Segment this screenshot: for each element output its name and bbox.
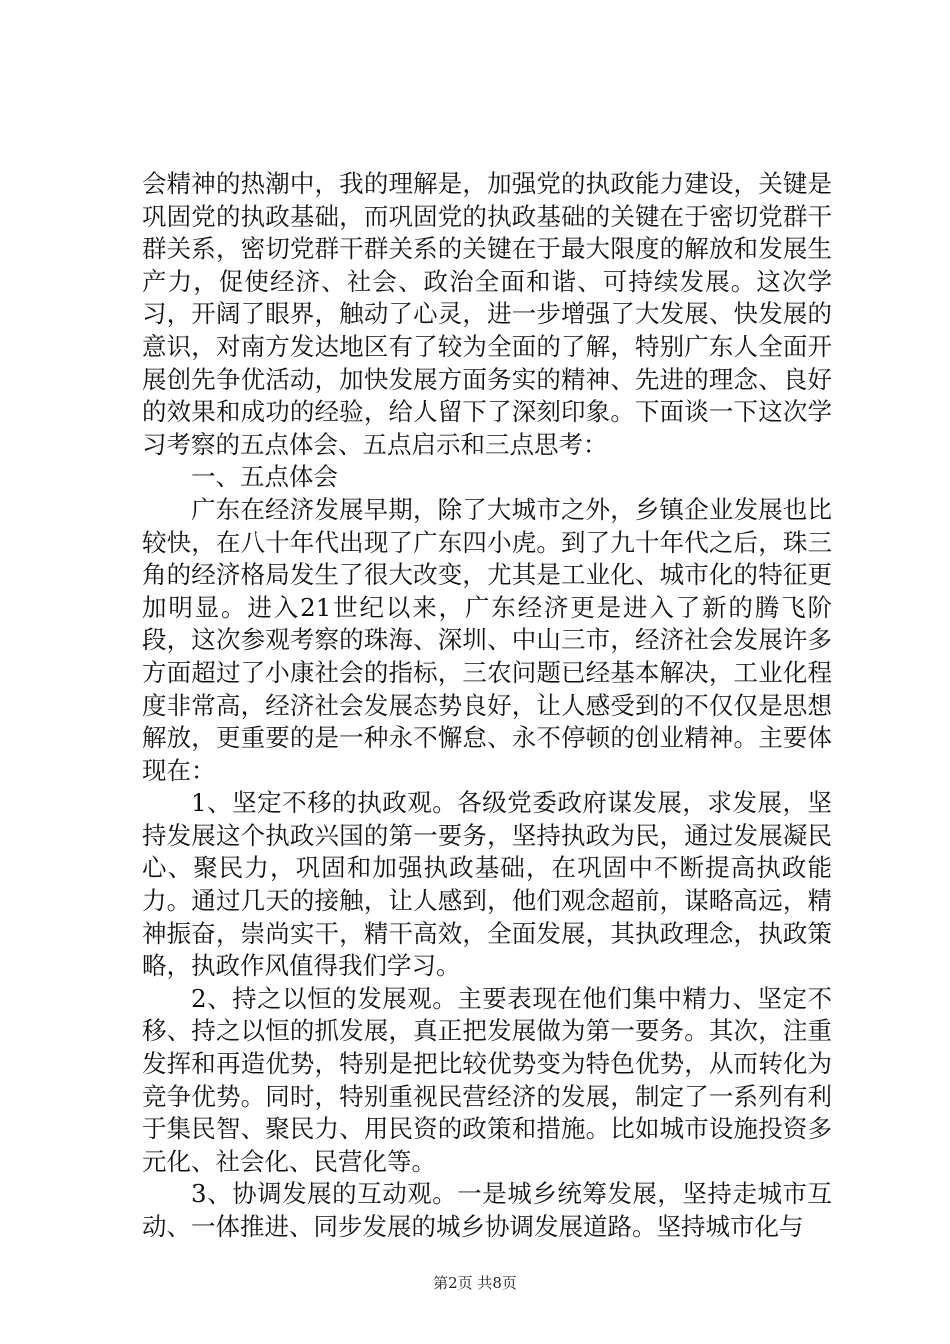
paragraph-point-1: 1、坚定不移的执政观。各级党委政府谋发展，求发展，坚持发展这个执政兴国的第一要务，坚持执政为民，通过发展凝民心、聚民力，巩固和加强执政基础，在巩固中不断提高执政能力。通过几天的接触，让人感到，他们观念超前，谋略高远，精神振奋，崇尚实干，精干高效，全面发展，其执政理念，执政策略，执政作风值得我们学习。 bbox=[142, 788, 832, 981]
page-footer: 第2页 共8页 bbox=[433, 1274, 517, 1292]
section-heading-five-experiences: 一、五点体会 bbox=[191, 462, 338, 492]
document-body bbox=[142, 168, 832, 1244]
paragraph-point-2: 2、持之以恒的发展观。主要表现在他们集中精力、坚定不移、持之以恒的抓发展，真正把发展做为第一要务。其次，注重发挥和再造优势，特别是把比较优势变为特色优势，从而转化为竞争优势。同时，特别重视民营经济的发展，制定了一系列有利于集民智、聚民力、用民资的政策和措施。比如城市设施投资多元化、社会化、民营化等。 bbox=[142, 983, 832, 1176]
paragraph-point-3: 3、协调发展的互动观。一是城乡统筹发展，坚持走城市互动、一体推进、同步发展的城乡协调发展道路。坚持城市化与 bbox=[142, 1179, 832, 1241]
paragraph-guangdong-development: 广东在经济发展早期，除了大城市之外，乡镇企业发展也比较快，在八十年代出现了广东四小虎。到了九十年代之后，珠三角的经济格局发生了很大改变，尤其是工业化、城市化的特征更加明显。进入21世纪以来，广东经济更是进入了新的腾飞阶段，这次参观考察的珠海、深圳、中山三市，经济社会发展许多方面超过了小康社会的指标，三农问题已经基本解决，工业化程度非常高，经济社会发展态势良好，让人感受到的不仅仅是思想解放，更重要的是一种永不懈怠、永不停顿的创业精神。主要体现在： bbox=[142, 494, 832, 785]
paragraph-intro: 会精神的热潮中，我的理解是，加强党的执政能力建设，关键是巩固党的执政基础，而巩固党的执政基础的关键在于密切党群干群关系，密切党群干群关系的关键在于最大限度的解放和发展生产力，促使经济、社会、政治全面和谐、可持续发展。这次学习，开阔了眼界，触动了心灵，进一步增强了大发展、快发展的意识，对南方发达地区有了较为全面的了解，特别广东人全面开展创先争优活动，加快发展方面务实的精神、先进的理念、良好的效果和成功的经验，给人留下了深刻印象。下面谈一下这次学习考察的五点体会、五点启示和三点思考： bbox=[142, 169, 832, 459]
